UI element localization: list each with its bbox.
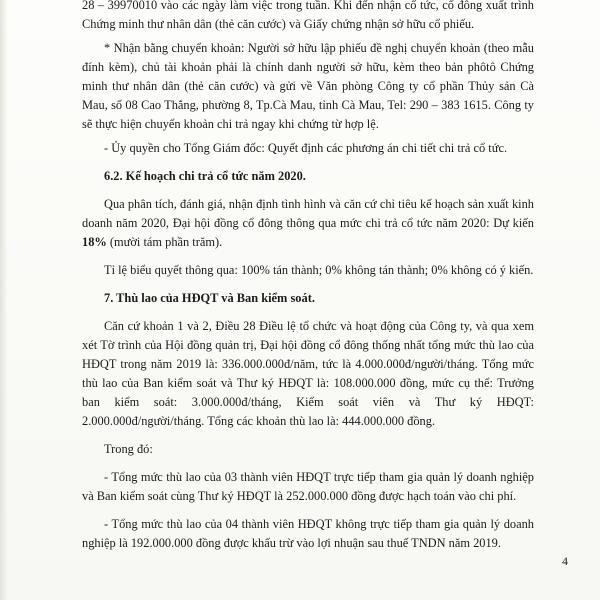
paragraph-remuneration-item-2: - Tổng mức thù lao của 04 thành viên HĐQT không trực tiếp tham gia quản lý doanh nghiệp là 192.000.000 đồng được khấu trừ vào lợi nhuận sau thuế TNDN năm 2019. (82, 517, 534, 550)
page-edge-shadow (0, 0, 8, 600)
dividend-rate-words: (mười tám phần trăm). (106, 235, 223, 249)
paragraph-of-which: Trong đó: (104, 442, 153, 456)
paragraph-authorization: - Ủy quyền cho Tổng Giám đốc: Quyết định các phương án chi tiết chi trả cổ tức. (104, 141, 508, 155)
document-body (82, 0, 534, 553)
paragraph-bank-transfer: * Nhận bằng chuyển khoản: Người sở hữu lập phiếu đề nghị chuyển khoản (theo mẫu đính kèm), chủ tài khoản phải là chính danh người sở hữu, kèm theo bản phôtô Chứng minh thư nhân dân (thẻ căn cước) và gửi về Văn phòng Công ty cổ phần Thủy sản Cà Mau, số 08 Cao Thắng, phường 8, Tp.Cà Mau, tỉnh Cà Mau, Tel: 290 – 383 1615. Công ty sẽ thực hiện chuyển khoản chi trả ngay khi chứng từ hợp lệ. (82, 41, 534, 131)
paragraph-contact: 28 – 39970010 vào các ngày làm việc trong tuần. Khi đến nhận cổ tức, cổ đông xuất trình Chứng minh thư nhân dân (thẻ căn cước) và Giấy chứng nhận sở hữu cổ phiếu. (82, 0, 534, 31)
section-heading-7: 7. Thù lao của HĐQT và Ban kiểm soát. (104, 291, 315, 305)
paragraph-vote-ratio: Tỉ lệ biểu quyết thông qua: 100% tán thành; 0% không tán thành; 0% không có ý kiến. (104, 263, 534, 277)
dividend-rate: 18% (82, 235, 107, 249)
section-heading-6-2: 6.2. Kế hoạch chi trả cổ tức năm 2020. (104, 169, 306, 183)
paragraph-remuneration-item-1: - Tổng mức thù lao của 03 thành viên HĐQT trực tiếp tham gia quản lý doanh nghiệp và Ban kiểm soát cùng Thư ký HĐQT là 252.000.000 đồng được hạch toán vào chi phí. (82, 470, 534, 503)
dividend-plan-text: Qua phân tích, đánh giá, nhận định tình hình và căn cứ chỉ tiêu kế hoạch sản xuất kinh doanh năm 2020, Đại hội đồng cổ đông thông qua mức chi trả cổ tức năm 2020: Dự kiến (82, 197, 534, 230)
paragraph-dividend-plan (82, 195, 534, 252)
page-number: 4 (562, 554, 568, 568)
paragraph-remuneration-basis: Căn cứ khoản 1 và 2, Điều 28 Điều lệ tổ chức và hoạt động của Công ty, và qua xem xét Tờ trình của Hội đồng quản trị, Đại hội đồng cổ đông thống nhất tổng mức thù lao của HĐQT trong năm 2019 là: 336.000.000đ/năm, tức là 4.000.000đ/người/tháng. Tổng mức thù lao của Ban kiểm soát và Thư ký HĐQT là: 108.000.000 đồng, mức cụ thể: Trưởng ban kiểm soát: 3.000.000đ/tháng, Kiểm soát viên và Thư ký HĐQT: 2.000.000đ/người/tháng. Tổng các khoản thù lao là: 444.000.000 đồng. (82, 319, 534, 428)
